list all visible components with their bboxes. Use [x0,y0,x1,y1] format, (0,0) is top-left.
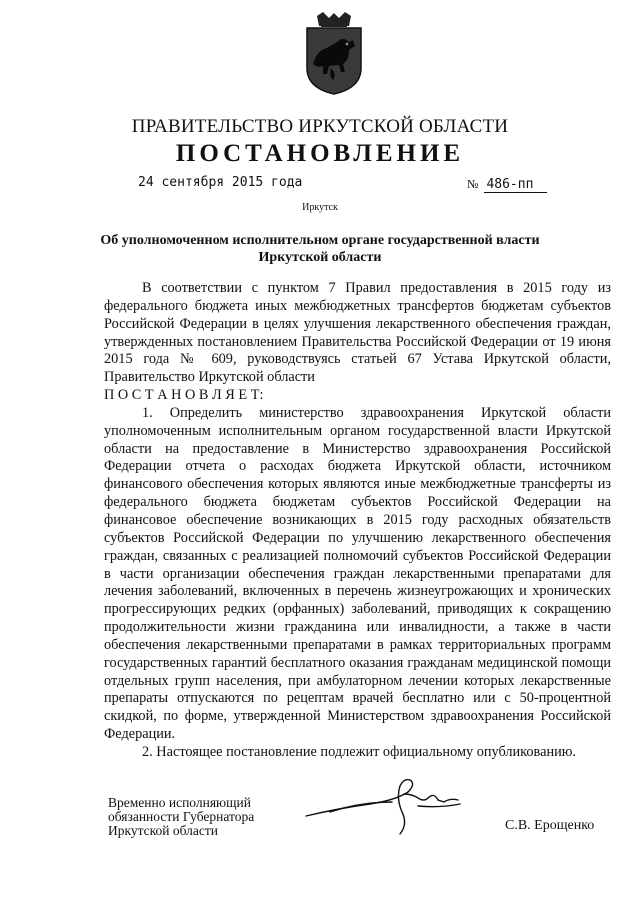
document-date: 24 сентября 2015 года [138,175,303,190]
document-type: ПОСТАНОВЛЕНИЕ [175,140,465,167]
signer-name: С.В. Ерощенко [505,818,595,833]
coat-of-arms-icon [303,12,365,96]
city-name: Иркутск [302,202,338,213]
document-title [90,232,550,266]
position-line: Иркутской области [108,823,219,838]
handwritten-signature [300,772,490,840]
item-1-paragraph: 1. Определить министерство здравоохранения Иркутской области уполномоченным исполнительным органом государственной власти Иркутской области на предоставление в Министерство здравоохранения Российской Федерации отчета о расходах бюджета Иркутской области, источником финансового обеспечения которых являются иные межбюджетные трансферты из федерального бюджета бюджетам субъектов Российской Федерации на финансовое обеспечение возникающих в 2015 году расходных обязательств субъектов Российской Федерации по улучшению лекарственного обеспечения граждан, связанных с реализацией полномочий субъектов Российской Федерации в части организации обеспечения граждан лекарственными препаратами для лечения заболеваний, включенных в перечень жизнеугрожающих и хронических прогрессирующих редких (орфанных) заболеваний, приводящих к сокращению продолжительности жизни гражданина или инвалидности, а также в части обеспечения лекарственными препаратами в рамках территориальных программ государственных гарантий бесплатного оказания гражданам медицинской помощи отдельных групп населения, при амбулаторном лечении которых лекарственные препараты отпускаются по рецептам врачей бесплатно или с 50-процентной скидкой, по форме, утвержденной Министерством здравоохранения Российской Федерации. [104,404,611,743]
government-name: ПРАВИТЕЛЬСТВО ИРКУТСКОЙ ОБЛАСТИ [131,116,509,137]
position-line: Временно исполняющий [108,795,251,810]
number-sign: № [467,177,479,191]
resolves-word: П О С Т А Н О В Л Я Е Т: [104,387,264,404]
signatory-position [108,796,254,838]
title-line: Иркутской области [258,250,382,265]
document-number-row [467,176,547,192]
position-line: обязанности Губернатора [108,809,255,824]
title-line: Об уполномоченном исполнительном органе государственной власти [100,233,540,248]
document-body [104,280,611,762]
preamble-paragraph: В соответствии с пунктом 7 Правил предоставления в 2015 году из федерального бюджета иных межбюджетных трансфертов бюджетам субъектов Российской Федерации в целях улучшения лекарственного обеспечения граждан, утвержденных постановлением Правительства Российской Федерации от 19 июня 2015 года № 609, руководствуясь статьей 67 Устава Иркутской области, Правительство Иркутской области [104,280,611,386]
document-number: 486-пп [484,177,547,193]
item-2-paragraph: 2. Настоящее постановление подлежит официальному опубликованию. [142,743,577,760]
